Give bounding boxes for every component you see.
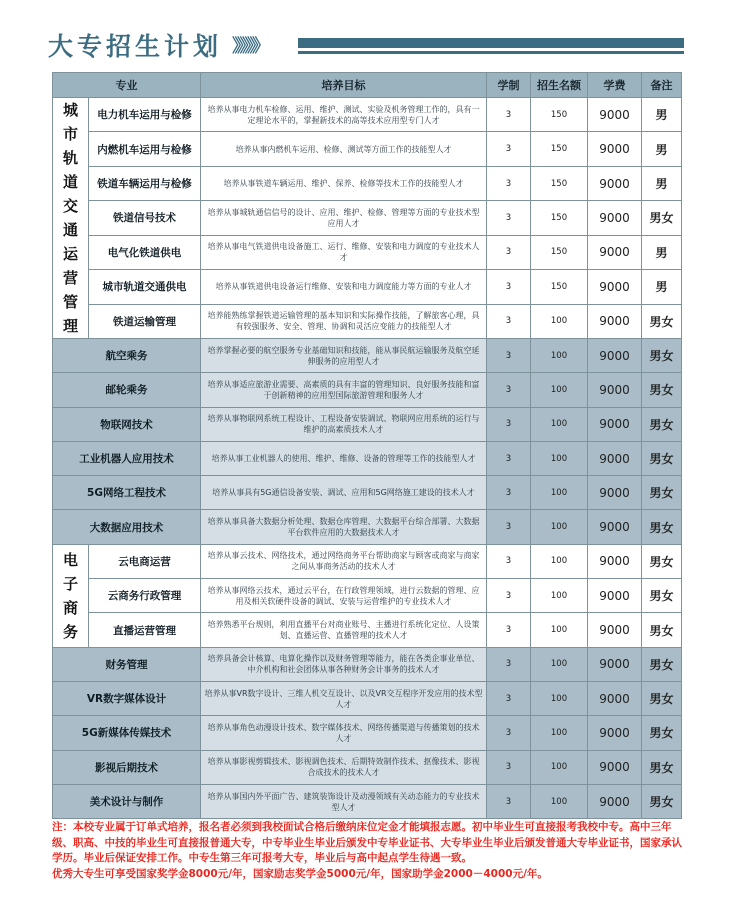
study-years: 3 (487, 132, 531, 166)
tuition-fee: 9000 (588, 544, 642, 578)
gender-note: 男 (642, 270, 682, 304)
training-goal: 培养从事城轨通信信号的设计、应用、维护、检修、管理等方面的专业技术型应用人才 (201, 201, 487, 235)
major-name: 美术设计与制作 (53, 784, 201, 818)
quota: 100 (531, 544, 588, 578)
quota: 150 (531, 201, 588, 235)
table-row (53, 647, 682, 681)
table-row (53, 166, 682, 200)
training-goal: 培养从事具有5G通信设备安装、调试、应用和5G网络施工建设的技术人才 (201, 476, 487, 510)
study-years: 3 (487, 441, 531, 475)
tuition-fee: 9000 (588, 201, 642, 235)
table-row (53, 339, 682, 373)
gender-note: 男女 (642, 510, 682, 544)
tuition-fee: 9000 (588, 716, 642, 750)
training-goal: 培养从事工业机器人的使用、维护、维修、设备的管理等工作的技能型人才 (201, 441, 487, 475)
study-years: 3 (487, 235, 531, 269)
quota: 100 (531, 647, 588, 681)
header-years: 学制 (487, 73, 531, 98)
table-row (53, 476, 682, 510)
training-goal: 培养具备会计核算、电算化操作以及财务管理等能力，能在各类企事业单位、中介机构和社会团体从事各种财务会计事务的技术人才 (201, 647, 487, 681)
major-name: 城市轨道交通供电 (89, 270, 201, 304)
chevron-decoration: 》》》》》 (232, 36, 266, 57)
training-goal: 培养从事国内外平面广告、建筑装饰设计及动漫领域有关动态能力的专业技术型人才 (201, 784, 487, 818)
training-goal: 培养从事网络云技术，通过云平台，在行政管理领域，进行云数据的管理、应用及相关软硬件设备的调试、安装与运营维护的专业技术人才 (201, 579, 487, 613)
study-years: 3 (487, 304, 531, 338)
footer-notes (52, 820, 692, 882)
quota: 150 (531, 235, 588, 269)
table-row (53, 441, 682, 475)
tuition-fee: 9000 (588, 132, 642, 166)
training-goal: 培养从事影视剪辑技术、影视调色技术、后期特效制作技术、抠像技术、影视合成技术的技术人才 (201, 750, 487, 784)
enrollment-notice: 注：本校专业属于订单式培养，报名者必须到我校面试合格后缴纳床位定金才能填报志愿。初中毕业生可直接报考我校中专。高中三年级、职高、中技的毕业生可直接报普通大专，中专毕业生毕业后颁发中专毕业证书、大专毕业生毕业后颁发普通大专毕业证书，国家承认学历。毕业后保证安排工作。中专生第三年可报考大专，毕业后与高中起点学生待遇一致。 (52, 821, 682, 864)
gender-note: 男 (642, 235, 682, 269)
quota: 100 (531, 579, 588, 613)
study-years: 3 (487, 544, 531, 578)
major-name: 云商务行政管理 (89, 579, 201, 613)
quota: 100 (531, 476, 588, 510)
major-name: 工业机器人应用技术 (53, 441, 201, 475)
tuition-fee: 9000 (588, 373, 642, 407)
gender-note: 男女 (642, 544, 682, 578)
table-row (53, 373, 682, 407)
gender-note: 男女 (642, 750, 682, 784)
training-goal: 培养从事具备大数据分析处理、数据仓库管理、大数据平台综合部署、大数据平台软件应用的大数据技术人才 (201, 510, 487, 544)
header-note: 备注 (642, 73, 682, 98)
gender-note: 男女 (642, 441, 682, 475)
major-name: 电力机车运用与检修 (89, 98, 201, 132)
quota: 100 (531, 681, 588, 715)
quota: 100 (531, 750, 588, 784)
table-row (53, 132, 682, 166)
study-years: 3 (487, 270, 531, 304)
quota: 150 (531, 132, 588, 166)
header-fee: 学费 (588, 73, 642, 98)
quota: 100 (531, 339, 588, 373)
major-name: 铁道运输管理 (89, 304, 201, 338)
table-header-row (53, 73, 682, 98)
major-name: 云电商运营 (89, 544, 201, 578)
study-years: 3 (487, 98, 531, 132)
table-row (53, 544, 682, 578)
training-goal: 培养从事VR数字设计、三维人机交互设计、以及VR交互程序开发应用的技术型人才 (201, 681, 487, 715)
table-row (53, 98, 682, 132)
table-row (53, 201, 682, 235)
training-goal: 培养从事内燃机车运用、检修、测试等方面工作的技能型人才 (201, 132, 487, 166)
tuition-fee: 9000 (588, 270, 642, 304)
table-row (53, 270, 682, 304)
quota: 100 (531, 373, 588, 407)
study-years: 3 (487, 613, 531, 647)
major-name: 内燃机车运用与检修 (89, 132, 201, 166)
gender-note: 男女 (642, 476, 682, 510)
gender-note: 男女 (642, 647, 682, 681)
major-name: 5G新媒体传媒技术 (53, 716, 201, 750)
study-years: 3 (487, 373, 531, 407)
study-years: 3 (487, 510, 531, 544)
major-name: 邮轮乘务 (53, 373, 201, 407)
training-goal: 培养从事角色动漫设计技术、数字媒体技术、网络传播渠道与传播策划的技术人才 (201, 716, 487, 750)
major-name: 直播运营管理 (89, 613, 201, 647)
study-years: 3 (487, 407, 531, 441)
major-name: 铁道信号技术 (89, 201, 201, 235)
gender-note: 男女 (642, 613, 682, 647)
training-goal: 培养从事电力机车检修、运用、维护、测试、实验及机务管理工作的，具有一定理论水平的，掌握新技术的高等技术应用型专门人才 (201, 98, 487, 132)
quota: 150 (531, 166, 588, 200)
group-label-ecommerce: 电 子 商 务 (53, 544, 89, 647)
tuition-fee: 9000 (588, 647, 642, 681)
study-years: 3 (487, 339, 531, 373)
tuition-fee: 9000 (588, 441, 642, 475)
tuition-fee: 9000 (588, 613, 642, 647)
table-row (53, 407, 682, 441)
study-years: 3 (487, 579, 531, 613)
gender-note: 男女 (642, 784, 682, 818)
gender-note: 男女 (642, 304, 682, 338)
table-row (53, 235, 682, 269)
quota: 100 (531, 304, 588, 338)
header-major: 专业 (53, 73, 201, 98)
training-goal: 培养从事物联网系统工程设计、工程设备安装调试、物联网应用系统的运行与维护的高素质技术人才 (201, 407, 487, 441)
training-goal: 培养掌握必要的航空服务专业基础知识和技能，能从事民航运输服务及航空延伸服务的应用型人才 (201, 339, 487, 373)
study-years: 3 (487, 476, 531, 510)
quota: 100 (531, 784, 588, 818)
training-goal: 培养能熟练掌握铁道运输管理的基本知识和实际操作技能，了解旅客心理，具有较强服务、安全、管理、协调和灵活应变能力的技能型人才 (201, 304, 487, 338)
major-name: 大数据应用技术 (53, 510, 201, 544)
major-name: 电气化铁道供电 (89, 235, 201, 269)
quota: 150 (531, 270, 588, 304)
table-row (53, 613, 682, 647)
tuition-fee: 9000 (588, 784, 642, 818)
quota: 100 (531, 716, 588, 750)
training-goal: 培养从事铁道车辆运用、维护、保养、检修等技术工作的技能型人才 (201, 166, 487, 200)
quota: 100 (531, 407, 588, 441)
page-title: 大专招生计划 (48, 32, 223, 61)
training-goal: 培养从事云技术、网络技术，通过网络商务平台帮助商家与顾客或商家与商家之间从事商务活动的技术人才 (201, 544, 487, 578)
title-bar-decoration (298, 38, 684, 48)
study-years: 3 (487, 647, 531, 681)
quota: 150 (531, 98, 588, 132)
tuition-fee: 9000 (588, 476, 642, 510)
training-goal: 培养从事电气铁道供电设备施工、运行、维修、安装和电力调度的专业技术人才 (201, 235, 487, 269)
tuition-fee: 9000 (588, 407, 642, 441)
title-bar-thin-decoration (298, 51, 684, 54)
quota: 100 (531, 441, 588, 475)
study-years: 3 (487, 750, 531, 784)
header (0, 0, 749, 68)
tuition-fee: 9000 (588, 304, 642, 338)
gender-note: 男 (642, 98, 682, 132)
tuition-fee: 9000 (588, 681, 642, 715)
training-goal: 培养熟悉平台规则，利用直播平台对商业账号、主播进行系统化定位、人设策划、直播运营、直播管理的技术人才 (201, 613, 487, 647)
study-years: 3 (487, 784, 531, 818)
major-name: 影视后期技术 (53, 750, 201, 784)
major-name: 5G网络工程技术 (53, 476, 201, 510)
gender-note: 男女 (642, 579, 682, 613)
enrollment-table (52, 72, 682, 819)
table-row (53, 510, 682, 544)
gender-note: 男女 (642, 201, 682, 235)
group-label-rail: 城 市 轨 道 交 通 运 营 管 理 (53, 98, 89, 339)
scholarship-notice: 优秀大专生可享受国家奖学金8000元/年，国家励志奖学金5000元/年，国家助学金2000－4000元/年。 (52, 867, 548, 880)
header-quota: 招生名额 (531, 73, 588, 98)
table-row (53, 716, 682, 750)
study-years: 3 (487, 201, 531, 235)
major-name: 铁道车辆运用与检修 (89, 166, 201, 200)
quota: 100 (531, 613, 588, 647)
table-row (53, 750, 682, 784)
major-name: 财务管理 (53, 647, 201, 681)
table-row (53, 681, 682, 715)
gender-note: 男女 (642, 339, 682, 373)
gender-note: 男女 (642, 716, 682, 750)
table-row (53, 579, 682, 613)
major-name: VR数字媒体设计 (53, 681, 201, 715)
training-goal: 培养从事铁道供电设备运行维修、安装和电力调度能力等方面的专业人才 (201, 270, 487, 304)
table-row (53, 784, 682, 818)
study-years: 3 (487, 681, 531, 715)
study-years: 3 (487, 716, 531, 750)
training-goal: 培养从事适应旅游业需要、高素质的具有丰富的管理知识、良好服务技能和富于创新精神的应用型国际旅游管理和服务人才 (201, 373, 487, 407)
tuition-fee: 9000 (588, 510, 642, 544)
gender-note: 男 (642, 132, 682, 166)
tuition-fee: 9000 (588, 579, 642, 613)
header-goal: 培养目标 (201, 73, 487, 98)
gender-note: 男女 (642, 681, 682, 715)
tuition-fee: 9000 (588, 235, 642, 269)
table-row (53, 304, 682, 338)
tuition-fee: 9000 (588, 750, 642, 784)
gender-note: 男女 (642, 407, 682, 441)
major-name: 物联网技术 (53, 407, 201, 441)
tuition-fee: 9000 (588, 339, 642, 373)
tuition-fee: 9000 (588, 98, 642, 132)
study-years: 3 (487, 166, 531, 200)
tuition-fee: 9000 (588, 166, 642, 200)
quota: 100 (531, 510, 588, 544)
gender-note: 男 (642, 166, 682, 200)
gender-note: 男女 (642, 373, 682, 407)
major-name: 航空乘务 (53, 339, 201, 373)
